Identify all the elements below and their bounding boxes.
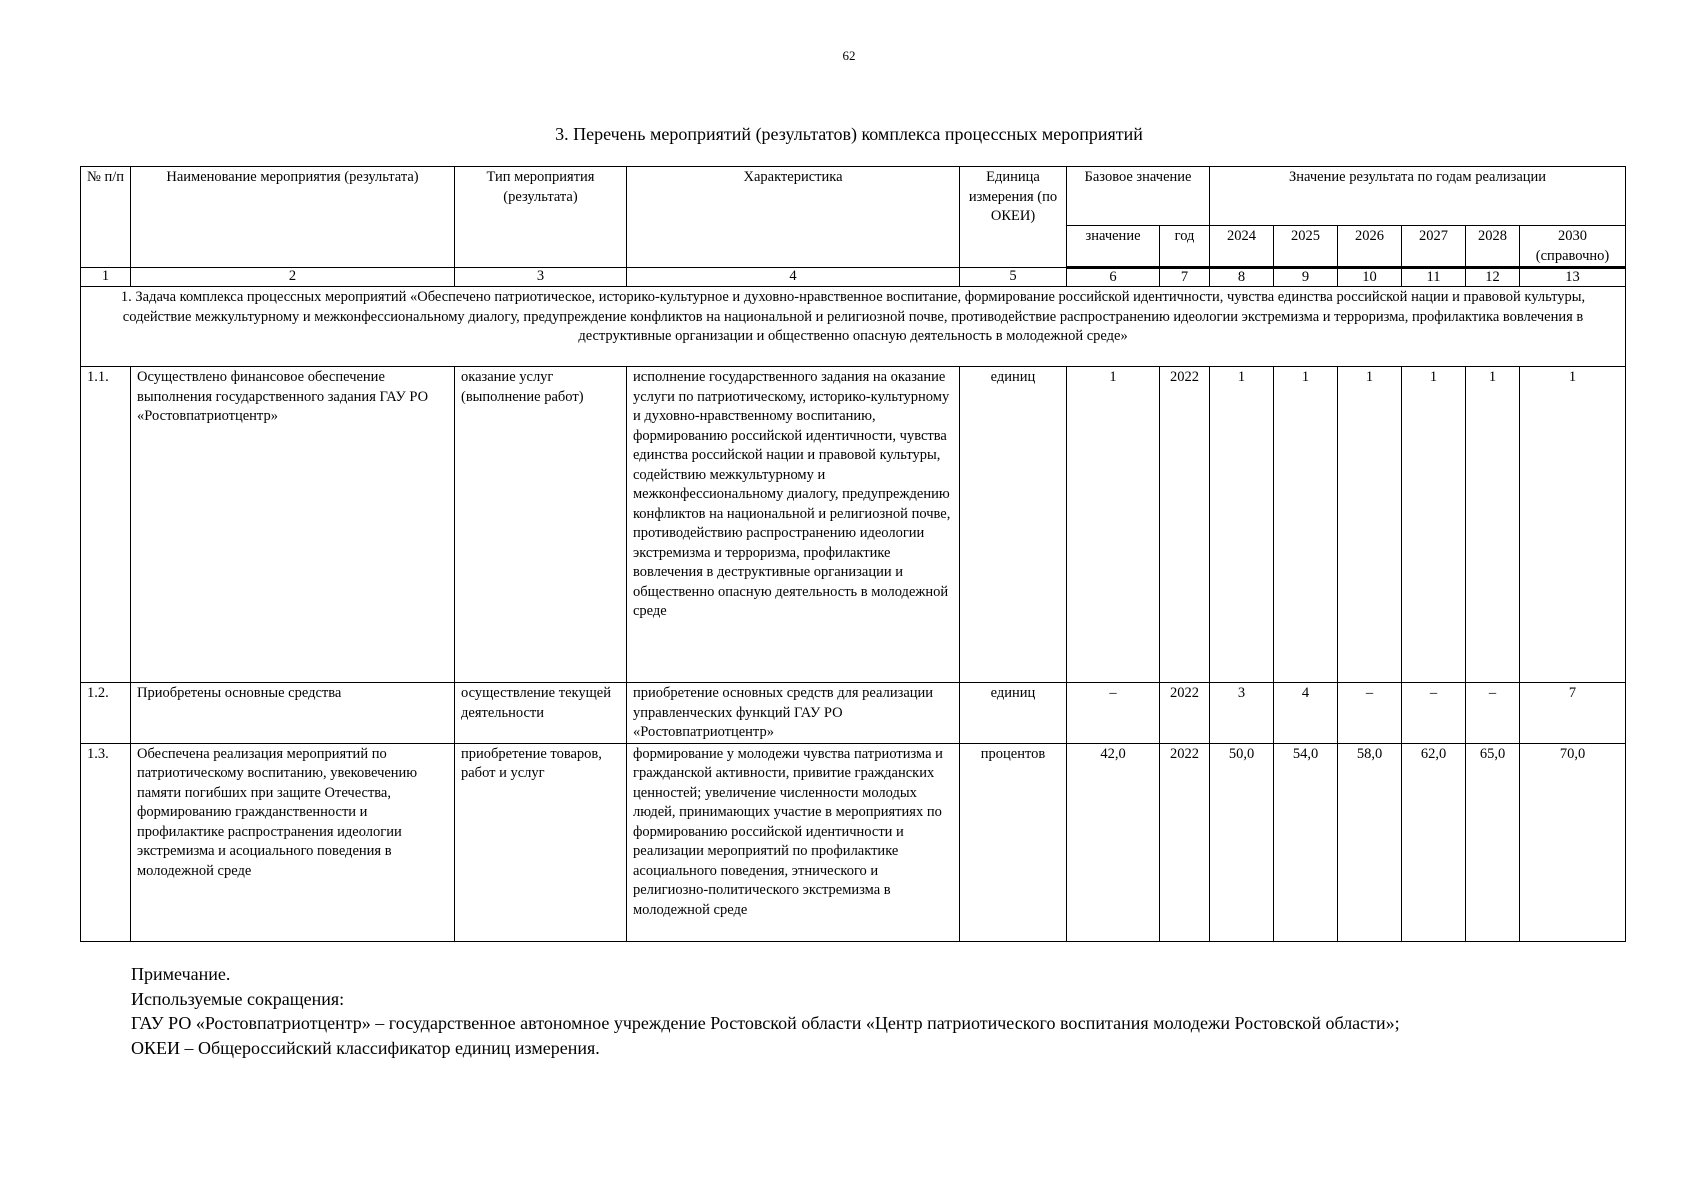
row-value-2026: 58,0 <box>1338 743 1402 941</box>
table-row <box>81 743 1626 941</box>
row-value-2025: 4 <box>1274 683 1338 744</box>
row-value-2025: 54,0 <box>1274 743 1338 941</box>
row-base-value: 42,0 <box>1067 743 1160 941</box>
row-num: 1.3. <box>81 743 131 941</box>
column-number: 4 <box>627 268 960 287</box>
task-row: 1. Задача комплекса процессных мероприятий «Обеспечено патриотическое, историко-культурное и духовно-нравственное воспитание, формирование российской идентичности, чувства единства российской нации и правовой культуры, содействие межкультурному и межконфессиональному диалогу, предупреждение конфликтов на национальной и религиозной почве, противодействие распространению идеологии экстремизма и терроризма, профилактика вовлечения в деструктивные организации и общественно опасную деятельность в молодежной среде» <box>81 287 1626 367</box>
measures-table <box>80 166 1626 942</box>
column-number: 7 <box>1160 268 1210 287</box>
row-value-2028: 1 <box>1466 367 1520 683</box>
table-row <box>81 683 1626 744</box>
row-value-2026: – <box>1338 683 1402 744</box>
document-title: 3. Перечень мероприятий (результатов) комплекса процессных мероприятий <box>555 124 1143 144</box>
header-year-2028: 2028 <box>1466 226 1520 268</box>
header-name: Наименование мероприятия (результата) <box>131 167 455 268</box>
row-unit: процентов <box>960 743 1067 941</box>
row-value-2025: 1 <box>1274 367 1338 683</box>
row-value-2030: 1 <box>1520 367 1626 683</box>
row-value-2027: 1 <box>1402 367 1466 683</box>
row-characteristic: исполнение государственного задания на оказание услуги по патриотическому, историко-культурному и духовно-нравственному воспитанию, формированию российской идентичности, чувства единства российской нации и правовой культуры, содействию межкультурному и межконфессиональному диалогу, предупреждению конфликтов на национальной и религиозной почве, противодействию распространению идеологии экстремизма и терроризма, профилактике вовлечения в деструктивные организации и общественно опасную деятельность в молодежной среде <box>627 367 960 683</box>
row-value-2024: 50,0 <box>1210 743 1274 941</box>
row-base-year: 2022 <box>1160 743 1210 941</box>
row-type: осуществление текущей деятельности <box>455 683 627 744</box>
notes-title: Примечание. <box>131 964 231 984</box>
page-number: 62 <box>842 48 856 63</box>
row-value-2026: 1 <box>1338 367 1402 683</box>
row-value-2028: 65,0 <box>1466 743 1520 941</box>
row-value-2030: 70,0 <box>1520 743 1626 941</box>
header-results: Значение результата по годам реализации <box>1210 167 1626 226</box>
notes-line: ОКЕИ – Общероссийский классификатор единиц измерения. <box>131 1037 600 1058</box>
column-number: 2 <box>131 268 455 287</box>
row-characteristic: приобретение основных средств для реализации управленческих функций ГАУ РО «Ростовпатриотцентр» <box>627 683 960 744</box>
header-base: Базовое значение <box>1067 167 1210 226</box>
row-name: Приобретены основные средства <box>131 683 455 744</box>
row-num: 1.2. <box>81 683 131 744</box>
column-number: 3 <box>455 268 627 287</box>
header-num: № п/п <box>81 167 131 268</box>
row-value-2024: 1 <box>1210 367 1274 683</box>
row-value-2027: – <box>1402 683 1466 744</box>
header-year-2027: 2027 <box>1402 226 1466 268</box>
header-characteristic: Характеристика <box>627 167 960 268</box>
row-type: оказание услуг (выполнение работ) <box>455 367 627 683</box>
row-value-2027: 62,0 <box>1402 743 1466 941</box>
column-number: 10 <box>1338 268 1402 287</box>
row-type: приобретение товаров, работ и услуг <box>455 743 627 941</box>
header-year-2026: 2026 <box>1338 226 1402 268</box>
column-number: 12 <box>1466 268 1520 287</box>
row-num: 1.1. <box>81 367 131 683</box>
row-unit: единиц <box>960 367 1067 683</box>
row-base-value: – <box>1067 683 1160 744</box>
header-unit: Единица измерения (по ОКЕИ) <box>960 167 1067 268</box>
notes-abbreviations-title: Используемые сокращения: <box>131 988 345 1009</box>
row-base-value: 1 <box>1067 367 1160 683</box>
row-value-2030: 7 <box>1520 683 1626 744</box>
table-row <box>81 367 1626 683</box>
column-number: 11 <box>1402 268 1466 287</box>
row-characteristic: формирование у молодежи чувства патриотизма и гражданской активности, привитие гражданских ценностей; увеличение численности молодых людей, принимающих участие в мероприятиях по формированию российской идентичности и реализации мероприятий по профилактике асоциального поведения, этнического и религиозно-политического экстремизма в молодежной среде <box>627 743 960 941</box>
column-number: 13 <box>1520 268 1626 287</box>
row-value-2028: – <box>1466 683 1520 744</box>
header-base-year: год <box>1160 226 1210 268</box>
column-number: 8 <box>1210 268 1274 287</box>
row-base-year: 2022 <box>1160 683 1210 744</box>
header-base-value: значение <box>1067 226 1160 268</box>
column-number: 9 <box>1274 268 1338 287</box>
header-year-2024: 2024 <box>1210 226 1274 268</box>
row-base-year: 2022 <box>1160 367 1210 683</box>
header-year-2025: 2025 <box>1274 226 1338 268</box>
row-name: Осуществлено финансовое обеспечение выполнения государственного задания ГАУ РО «Ростовпатриотцентр» <box>131 367 455 683</box>
notes-line: ГАУ РО «Ростовпатриотцентр» – государственное автономное учреждение Ростовской области «Центр патриотического воспитания молодежи Ростовской области»; <box>131 1013 1400 1033</box>
row-unit: единиц <box>960 683 1067 744</box>
header-year-2030: 2030 (справочно) <box>1520 226 1626 268</box>
column-number: 1 <box>81 268 131 287</box>
row-value-2024: 3 <box>1210 683 1274 744</box>
header-type: Тип мероприятия (результата) <box>455 167 627 268</box>
notes-block <box>131 962 1400 1060</box>
row-name: Обеспечена реализация мероприятий по патриотическому воспитанию, увековечению памяти погибших при защите Отечества, формированию гражданственности и профилактике распространения идеологии экстремизма и асоциального поведения в молодежной среде <box>131 743 455 941</box>
column-number: 6 <box>1067 268 1160 287</box>
column-number: 5 <box>960 268 1067 287</box>
